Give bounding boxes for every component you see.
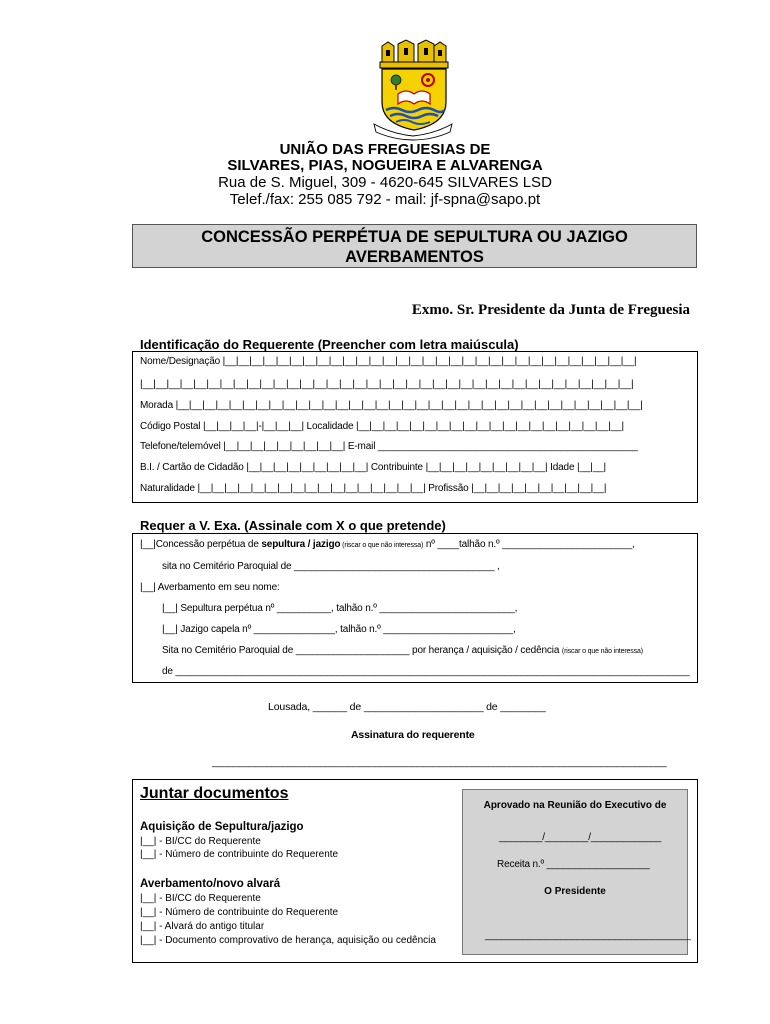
date-line[interactable]: Lousada, ______ de _____________________ de ________ — [268, 701, 546, 713]
transfer-heading: Averbamento/novo alvará — [140, 878, 281, 890]
acq-doc-item[interactable]: |__| - Número de contribuinte do Requerente — [140, 849, 339, 860]
id-tax-age-field[interactable]: B.I. / Cartão de Cidadão |__|__|__|__|__|__|__|__|__| Contribuinte |__|__|__|__|__|__|__|__|__| Idade |__|__| — [140, 462, 606, 473]
form-title-box — [132, 224, 697, 268]
from-field[interactable]: de _______________________________________________________________________________________________ — [162, 666, 690, 677]
av-doc-item[interactable]: |__| - BI/CC do Requerente — [140, 893, 261, 904]
president-label: O Presidente — [544, 886, 606, 897]
name-field[interactable]: Nome/Designação |__|__|__|__|__|__|__|__|__|__|__|__|__|__|__|__|__|__|__|__|__|__|__|__|__|__|__|__|__|__|__| — [140, 356, 637, 367]
parish-contact: Telef./fax: 255 085 792 - mail: jf-spna@sapo.pt — [229, 191, 541, 208]
cemetery-origin-note: (riscar o que não interessa) — [561, 648, 643, 655]
concession-label: |__|Concessão perpétua de — [140, 539, 262, 550]
name-field-cont[interactable]: |__|__|__|__|__|__|__|__|__|__|__|__|__|__|__|__|__|__|__|__|__|__|__|__|__|__|__|__|__|__|__|__|__|__|__|__|__| — [140, 379, 634, 390]
av-doc-item[interactable]: |__| - Alvará do antigo titular — [140, 921, 265, 932]
president-signature-line[interactable]: ______________________________________ — [485, 930, 691, 941]
cemetery-origin-field[interactable] — [162, 645, 643, 656]
documents-heading: Juntar documentos — [140, 785, 289, 802]
parish-name-line2: SILVARES, PIAS, NOGUEIRA E ALVARENGA — [227, 157, 543, 174]
concession-type: sepultura / jazigo — [261, 539, 341, 550]
address-field[interactable]: Morada |__|__|__|__|__|__|__|__|__|__|__|__|__|__|__|__|__|__|__|__|__|__|__|__|__|__|__|__|__|__|__|__|__|__|__| — [140, 400, 643, 411]
concession-option[interactable] — [140, 539, 635, 550]
cemetery-origin-label: Sita no Cemitério Paroquial de _____________________ por herança / aquisição / cedência — [162, 645, 562, 656]
form-subtitle: AVERBAMENTOS — [345, 248, 484, 266]
acq-doc-item[interactable]: |__| - BI/CC do Requerente — [140, 836, 261, 847]
transfer-option[interactable]: |__| Averbamento em seu nome: — [140, 582, 280, 593]
identification-box — [132, 351, 698, 503]
birthplace-job-field[interactable]: Naturalidade |__|__|__|__|__|__|__|__|__|__|__|__|__|__|__|__|__| Profissão |__|__|__|__|__|__|__|__|__|__| — [140, 483, 607, 494]
parish-name-line1: UNIÃO DAS FREGUESIAS DE — [279, 141, 491, 158]
receipt-field[interactable]: Receita n.º ___________________ — [497, 859, 650, 870]
phone-email-field[interactable]: Telefone/telemóvel |__|__|__|__|__|__|__|__|__| E-mail ________________________________________________ — [140, 441, 638, 452]
approval-heading: Aprovado na Reunião do Executivo de — [483, 800, 667, 811]
parish-crest-logo — [372, 40, 454, 140]
request-box — [132, 533, 698, 683]
cemetery-field[interactable]: sita no Cemitério Paroquial de _____________________________________ , — [162, 561, 500, 572]
grave-option[interactable]: |__| Sepultura perpétua nº __________, talhão n.º _________________________, — [162, 603, 518, 614]
signature-line[interactable]: ____________________________________________________________________________________ — [212, 757, 667, 768]
av-doc-item[interactable]: |__| - Número de contribuinte do Requerente — [140, 907, 339, 918]
av-doc-item[interactable]: |__| - Documento comprovativo de herança, aquisição ou cedência — [140, 935, 436, 946]
parish-address: Rua de S. Miguel, 309 - 4620-645 SILVARES LSD — [218, 174, 552, 191]
addressee: Exmo. Sr. Presidente da Junta de Freguesia — [411, 302, 690, 318]
identification-heading: Identificação do Requerente (Preencher com letra maiúscula) — [140, 337, 519, 352]
form-title: CONCESSÃO PERPÉTUA DE SEPULTURA OU JAZIGO — [201, 228, 628, 246]
approval-date[interactable]: ________/________/_____________ — [499, 832, 662, 843]
signature-label: Assinatura do requerente — [351, 729, 475, 741]
chapel-option[interactable]: |__| Jazigo capela nº _______________, talhão n.º ________________________, — [162, 624, 516, 635]
concession-note: (riscar o que não interessa) — [340, 542, 424, 549]
concession-number-field[interactable]: nº ____talhão n.º ________________________, — [423, 539, 635, 550]
request-heading: Requer a V. Exa. (Assinale com X o que pretende) — [140, 518, 446, 533]
acquisition-heading: Aquisição de Sepultura/jazigo — [140, 821, 304, 833]
postal-code-field[interactable]: Código Postal |__|__|__|__|-|__|__|__| Localidade |__|__|__|__|__|__|__|__|__|__|__|__|__|__|__|__|__|__|__|__| — [140, 421, 624, 432]
approval-box — [462, 789, 691, 955]
